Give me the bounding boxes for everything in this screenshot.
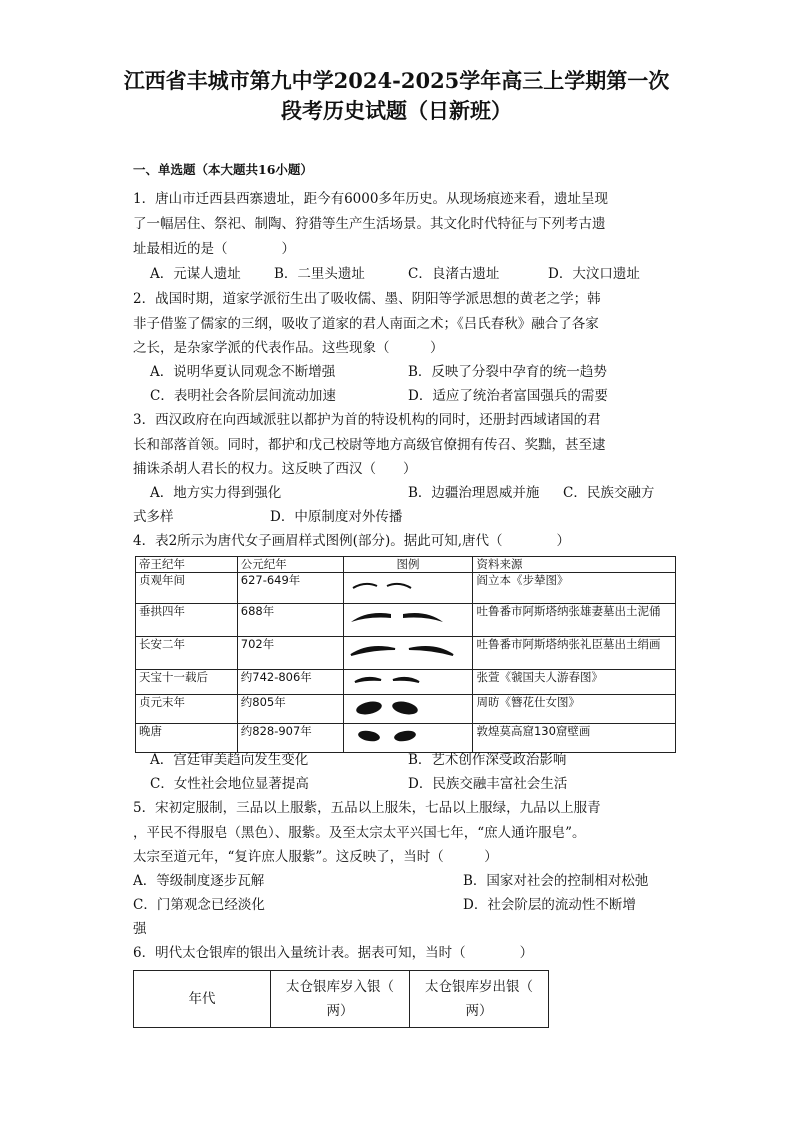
q5-line: 太宗至道元年，“复许庶人服紫”。这反映了，当时（ ）	[133, 849, 498, 865]
q5-option-d: D．社会阶层的流动性不断增	[463, 897, 636, 913]
q5-option-a: A．等级制度逐步瓦解	[133, 873, 265, 889]
table-header-row	[134, 971, 549, 1028]
section-heading: 一、单选题（本大题共16小题）	[133, 162, 313, 177]
table-header: 年代	[134, 971, 271, 1028]
table-row	[136, 695, 676, 724]
header-line: 两）	[326, 1003, 354, 1019]
eyebrow-icon	[347, 573, 417, 599]
q2-option-b: B．反映了分裂中孕育的统一趋势	[408, 364, 607, 380]
q2-option-d: D．适应了统治者富国强兵的需要	[408, 388, 608, 404]
eyebrow-image-2	[343, 604, 473, 637]
table-row	[136, 604, 676, 637]
table-cell: 702年	[237, 637, 343, 670]
q2-option-c: C．表明社会各阶层间流动加速	[150, 388, 336, 404]
header-line: 太仓银库岁入银（	[286, 979, 394, 995]
table-cell: 约828-907年	[237, 724, 343, 753]
table-cell: 约805年	[237, 695, 343, 724]
eyebrow-image-4	[343, 670, 473, 695]
q5-line: ，平民不得服皂（黑色）、服紫。及至太宗太平兴国七年，“庶人通许服皂”。	[133, 825, 586, 841]
q4-option-c: C．女性社会地位显著提高	[150, 776, 309, 792]
q3-line: 3．西汉政府在向西域派驻以都护为首的特设机构的同时，还册封西域诸国的君	[133, 412, 601, 428]
q3-option-c: C．民族交融方	[563, 485, 655, 501]
q4-stem: 4．表2所示为唐代女子画眉样式图例(部分)。据此可知,唐代（ ）	[133, 533, 571, 549]
table-cell: 吐鲁番市阿斯塔纳张雄妻墓出土泥俑	[473, 604, 676, 637]
table-row	[136, 637, 676, 670]
table-header: 帝王纪年	[136, 557, 238, 573]
eyebrow-icon	[347, 724, 427, 748]
table-header	[271, 971, 410, 1028]
table-cell: 敦煌莫高窟130窟壁画	[473, 724, 676, 753]
q5-option-b: B．国家对社会的控制相对松弛	[463, 873, 649, 889]
eyebrow-image-3	[343, 637, 473, 670]
q1-option-c: C．良渚古遗址	[408, 266, 500, 282]
table-row	[136, 670, 676, 695]
q3-option-b: B．边疆治理恩威并施	[408, 485, 540, 501]
header-line: 太仓银库岁出银（	[425, 979, 533, 995]
eyebrow-icon	[347, 695, 427, 719]
q5-option-d-cont: 强	[133, 921, 147, 937]
table-header	[410, 971, 549, 1028]
q1-option-b: B．二里头遗址	[274, 266, 365, 282]
q1-line: 1．唐山市迁西县西寨遗址，距今有6000多年历史。从现场痕迹来看，遗址呈现	[133, 191, 608, 207]
q1-option-a: A．元谋人遗址	[150, 266, 241, 282]
table-cell: 贞观年间	[136, 573, 238, 604]
q3-option-c-cont: 式多样	[133, 509, 174, 525]
eyebrow-table	[135, 556, 676, 753]
eyebrow-icon	[347, 637, 457, 665]
q3-line: 长和部落首领。同时，都护和戊己校尉等地方高级官僚拥有传召、奖黜，甚至逮	[133, 437, 606, 453]
table-header: 图例	[343, 557, 473, 573]
eyebrow-icon	[347, 670, 427, 690]
eyebrow-image-6	[343, 724, 473, 753]
table-cell: 周昉《簪花仕女图》	[473, 695, 676, 724]
q3-line: 捕诛杀胡人君长的权力。这反映了西汉（ ）	[133, 461, 417, 477]
q2-option-a: A．说明华夏认同观念不断增强	[150, 364, 336, 380]
table-header-row	[136, 557, 676, 573]
table-header: 资料来源	[473, 557, 676, 573]
eyebrow-image-5	[343, 695, 473, 724]
q3-option-d: D．中原制度对外传播	[270, 509, 403, 525]
header-line: 两）	[465, 1003, 493, 1019]
eyebrow-image-1	[343, 573, 473, 604]
table-row	[136, 573, 676, 604]
table-cell: 688年	[237, 604, 343, 637]
q5-line: 5．宋初定服制，三品以上服紫，五品以上服朱，七品以上服绿，九品以上服青	[133, 800, 601, 816]
table-header: 公元纪年	[237, 557, 343, 573]
silver-table	[133, 970, 549, 1028]
table-cell: 晚唐	[136, 724, 238, 753]
table-cell: 长安二年	[136, 637, 238, 670]
q5-option-c: C．门第观念已经淡化	[133, 897, 265, 913]
eyebrow-icon	[347, 604, 447, 632]
table-cell: 吐鲁番市阿斯塔纳张礼臣墓出土绢画	[473, 637, 676, 670]
q3-option-a: A．地方实力得到强化	[150, 485, 282, 501]
table-cell: 垂拱四年	[136, 604, 238, 637]
q1-line: 了一幅居住、祭祀、制陶、狩猎等生产生活场景。其文化时代特征与下列考古遗	[133, 216, 606, 232]
table-cell: 627-649年	[237, 573, 343, 604]
page-title-line2: 段考历史试题（日新班）	[281, 98, 512, 123]
q1-line: 址最相近的是（ ）	[133, 241, 295, 257]
table-row	[136, 724, 676, 753]
table-cell: 贞元末年	[136, 695, 238, 724]
table-cell: 天宝十一载后	[136, 670, 238, 695]
q4-option-d: D．民族交融丰富社会生活	[408, 776, 568, 792]
table-cell: 阎立本《步辇图》	[473, 573, 676, 604]
table-cell: 张萱《虢国夫人游春图》	[473, 670, 676, 695]
q4-option-b: B．艺术创作深受政治影响	[408, 752, 567, 768]
q4-option-a: A．宫廷审美趋向发生变化	[150, 752, 309, 768]
q2-line: 非子借鉴了儒家的三纲，吸收了道家的君人南面之术；《吕氏春秋》融合了各家	[133, 316, 599, 332]
page-title-line1: 江西省丰城市第九中学2024-2025学年高三上学期第一次	[123, 68, 670, 93]
q1-option-d: D．大汶口遗址	[548, 266, 640, 282]
q2-line: 之长，是杂家学派的代表作品。这些现象（ ）	[133, 340, 444, 356]
q6-stem: 6．明代太仓银库的银出入量统计表。据表可知，当时（ ）	[133, 945, 534, 961]
table-cell: 约742-806年	[237, 670, 343, 695]
q2-line: 2．战国时期，道家学派衍生出了吸收儒、墨、阴阳等学派思想的黄老之学；韩	[133, 291, 601, 307]
